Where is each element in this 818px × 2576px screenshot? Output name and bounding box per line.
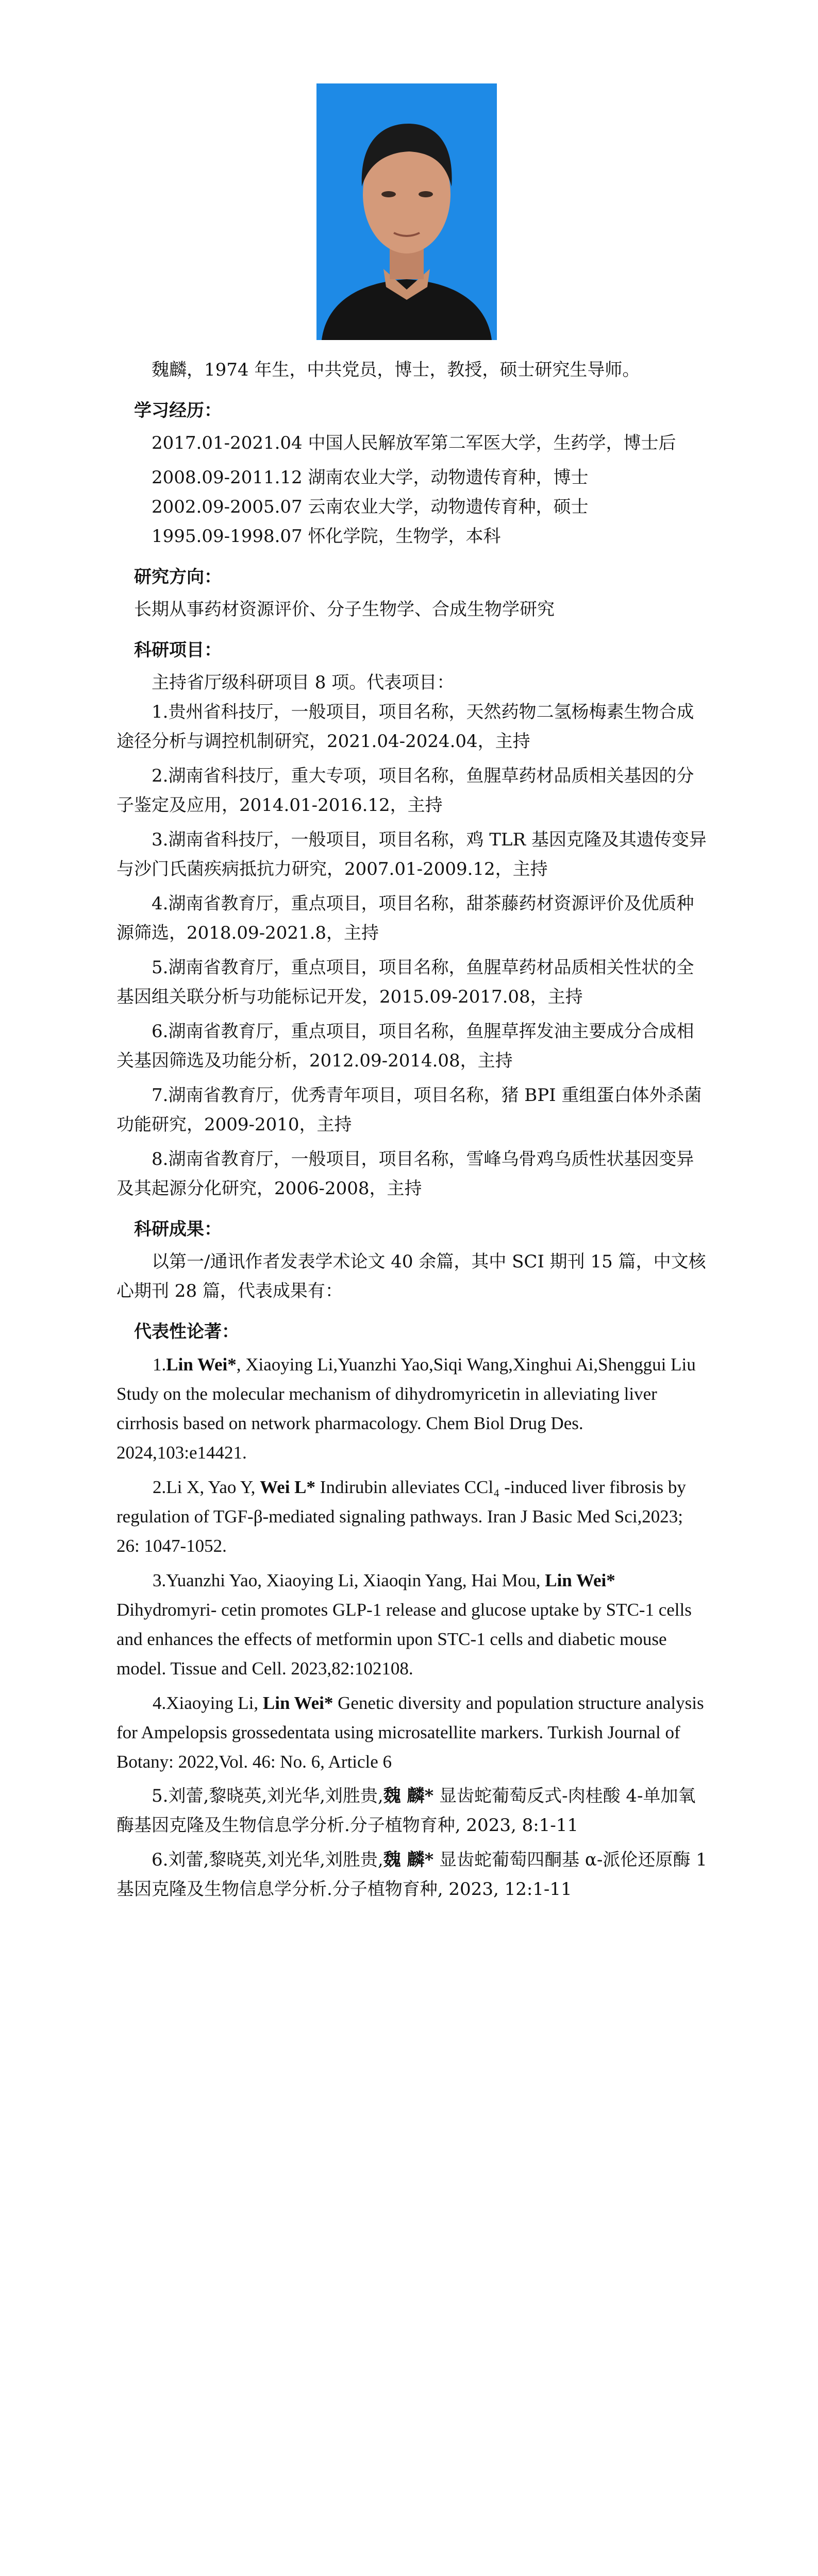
paper-item [116, 1688, 709, 1776]
achievements-heading: 科研成果： [134, 1219, 222, 1240]
project-item: 5.湖南省教育厅，重点项目，项目名称，鱼腥草药材品质相关性状的全基因组关联分析与功能标记开发，2015.09-2017.08，主持 [116, 957, 694, 1007]
paper-citation: , Xiaoying Li,Yuanzhi Yao,Siqi Wang,Xinghui Ai,Shenggui Liu Study on the molecular mechanism of dihydromyricetin in alleviating liver cirrhosis based on network pharmacology. Chem Biol Drug Des. 2024,103:e14421. [116, 1354, 696, 1463]
project-item: 3.湖南省科技厅，一般项目，项目名称，鸡 TLR 基因克隆及其遗传变异与沙门氏菌疾病抵抗力研究，2007.01-2009.12，主持 [116, 829, 707, 879]
paper-number: 5. [152, 1786, 169, 1806]
education-item: 2002.09-2005.07 云南农业大学，动物遗传育种，硕士 [152, 497, 589, 517]
paper-citation: Genetic diversity and population structure analysis for Ampelopsis grossedentata using microsatellite markers. Turkish Journal of Botany: 2022,Vol. 46: No. 6, Article 6 [116, 1693, 704, 1772]
paper-author-highlight: Lin Wei* [166, 1354, 237, 1375]
paper-citation: 显齿蛇葡萄四酮基 α-派伦还原酶 1 基因克隆及生物信息学分析.分子植物育种, 2023, 12:1-11 [116, 1850, 707, 1900]
paper-author-highlight: Lin Wei* [262, 1693, 333, 1713]
papers-heading: 代表性论著： [134, 1321, 239, 1342]
paper-citation: Dihydromyri- cetin promotes GLP-1 release and glucose uptake by STC-1 cells and enhances the effects of metformin upon STC-1 cells and diabetic mouse model. Tissue and Cell. 2023,82:102108. [116, 1600, 692, 1679]
paper-item [116, 1782, 709, 1840]
paper-item [116, 1350, 709, 1467]
portrait-photo [316, 83, 497, 340]
education-item: 2017.01-2021.04 中国人民解放军第二军医大学，生药学，博士后 [152, 433, 676, 453]
paper-author-highlight: Lin Wei* [545, 1570, 615, 1590]
project-item: 2.湖南省科技厅，重大专项，项目名称，鱼腥草药材品质相关基因的分子鉴定及应用，2014.01-2016.12，主持 [116, 766, 694, 816]
project-item: 1.贵州省科技厅，一般项目，项目名称，天然药物二氢杨梅素生物合成途径分析与调控机制研究，2021.04-2024.04，主持 [116, 702, 694, 752]
paper-number: 3. [153, 1570, 166, 1590]
project-item: 4.湖南省教育厅，重点项目，项目名称，甜茶藤药材资源评价及优质种源筛选，2018.09-2021.8，主持 [116, 893, 694, 943]
paper-coauthors: Li X, Yao Y, [166, 1477, 260, 1497]
paper-coauthors: 刘蕾,黎晓英,刘光华,刘胜贵, [168, 1850, 383, 1870]
paper-author-highlight: 魏 麟* [383, 1850, 434, 1870]
paper-coauthors: Xiaoying Li, [166, 1693, 263, 1713]
profile-content [116, 355, 709, 1904]
paper-item [116, 1566, 709, 1683]
paper-item [116, 1472, 709, 1561]
achievements-intro: 以第一/通讯作者发表学术论文 40 余篇，其中 SCI 期刊 15 篇，中文核心期刊 28 篇，代表成果有： [116, 1251, 706, 1301]
paper-author-highlight: 魏 麟* [383, 1786, 434, 1806]
intro-text: 魏麟，1974 年生，中共党员，博士，教授，硕士研究生导师。 [152, 360, 640, 380]
projects-intro: 主持省厅级科研项目 8 项。代表项目： [152, 672, 455, 693]
project-item: 7.湖南省教育厅，优秀青年项目，项目名称，猪 BPI 重组蛋白体外杀菌功能研究，2009-2010，主持 [116, 1085, 702, 1135]
education-item: 1995.09-1998.07 怀化学院，生物学，本科 [152, 526, 501, 547]
paper-item [116, 1845, 709, 1904]
research-text: 长期从事药材资源评价、分子生物学、合成生物学研究 [134, 599, 555, 620]
research-heading: 研究方向： [134, 567, 222, 587]
paper-number: 2. [153, 1477, 166, 1497]
paper-number: 4. [153, 1693, 166, 1713]
paper-citation: Indirubin alleviates CCl₄ -induced liver fibrosis by regulation of TGF-β-mediated signaling pathways. Iran J Basic Med Sci,2023; 26: 1047-1052. [116, 1477, 686, 1556]
paper-author-highlight: Wei L* [260, 1477, 316, 1497]
project-item: 8.湖南省教育厅，一般项目，项目名称，雪峰乌骨鸡乌质性状基因变异及其起源分化研究，2006-2008，主持 [116, 1149, 694, 1199]
paper-coauthors: Yuanzhi Yao, Xiaoying Li, Xiaoqin Yang, Hai Mou, [166, 1570, 545, 1590]
paper-number: 1. [153, 1354, 166, 1375]
project-item: 6.湖南省教育厅，重点项目，项目名称，鱼腥草挥发油主要成分合成相关基因筛选及功能分析，2012.09-2014.08，主持 [116, 1021, 694, 1071]
paper-number: 6. [152, 1850, 169, 1870]
education-heading: 学习经历： [134, 400, 222, 421]
paper-coauthors: 刘蕾,黎晓英,刘光华,刘胜贵, [168, 1786, 383, 1806]
projects-heading: 科研项目： [134, 640, 222, 660]
paper-citation: 显齿蛇葡萄反式-肉桂酸 4-单加氧酶基因克隆及生物信息学分析.分子植物育种, 2023, 8:1-11 [116, 1786, 696, 1836]
education-item: 2008.09-2011.12 湖南农业大学，动物遗传育种，博士 [152, 467, 589, 488]
